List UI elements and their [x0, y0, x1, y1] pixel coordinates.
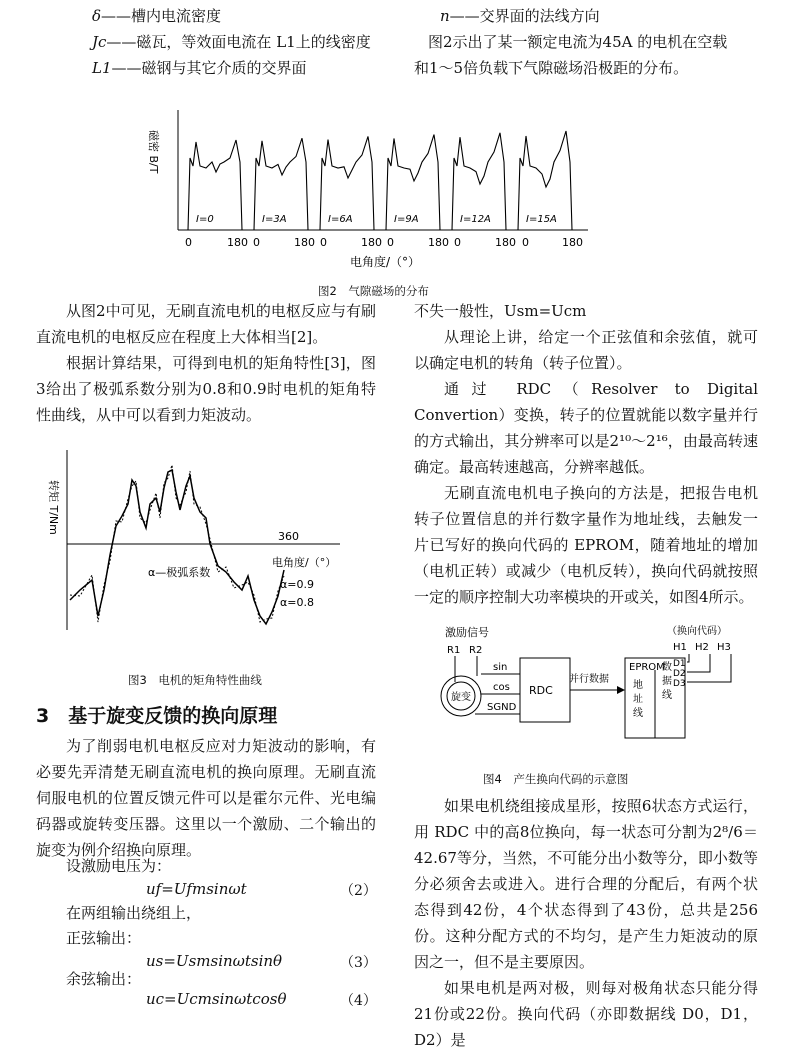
intro-right-2: 和1～5倍负载下气隙磁场沿极距的分布。 — [414, 59, 689, 77]
fig2-tick: 180 — [294, 236, 315, 249]
fig4-addr-2: 线 — [633, 708, 643, 719]
section-3-para: 为了削弱电机电枢反应对力矩波动的影响，有必要先弄清楚无刷直流电机的换向原理。无刷直流伺服电机的位置反馈元件可以是霍尔元件、光电编码器或旋转变压器。这里以一个激励、二个输出的旋变为例介绍换向原理。 — [36, 737, 376, 859]
fig4-excite-label: 激励信号 — [445, 626, 489, 639]
fig2-tick: 0 — [320, 236, 327, 249]
fig2-panel-label: I=12A — [460, 214, 491, 225]
fig4-d2: D2 — [673, 669, 686, 679]
figure-3 — [40, 440, 390, 640]
fig2-tick: 180 — [495, 236, 516, 249]
eq-intro-output: 在两组输出绕组上， — [66, 904, 202, 922]
eq-intro-excite: 设激励电压为： — [66, 857, 172, 875]
right-bottom-para-2: 如果电机是两对极，则每对极角状态只能分得21份或22份。换向代码（亦即数据线 D0，D1，D2）是 — [414, 979, 758, 1049]
fig2-panel-label: I=15A — [526, 214, 557, 225]
eq-4: uc=Ucmsinωtcosθ — [146, 990, 287, 1008]
fig2-tick: 180 — [227, 236, 248, 249]
def-n: n——交界面的法线方向 — [440, 7, 600, 25]
eq-2-num: （2） — [340, 883, 377, 899]
right-bottom-paras — [414, 793, 758, 1053]
right-paras — [414, 298, 758, 610]
def-jc: Jc——磁瓦，等效面电流在 L1上的线密度 — [92, 33, 371, 51]
fig4-resolver: 旋变 — [451, 692, 471, 703]
fig2-tick: 180 — [361, 236, 382, 249]
fig3-legend-08: α=0.8 — [280, 596, 314, 609]
right-para-2: 从理论上讲，给定一个正弦值和余弦值，就可以确定电机的转角（转子位置）。 — [414, 328, 758, 372]
fig4-data-0: 数 — [662, 662, 672, 673]
fig4-r2: R2 — [469, 645, 483, 656]
eq-3: us=Usmsinωtsinθ — [146, 952, 283, 970]
fig4-h2: H2 — [695, 642, 709, 653]
right-para-4: 无刷直流电机电子换向的方法是，把报告电机转子位置信息的并行数字量作为地址线，去触发一片已写好的换向代码的 EPROM，随着地址的增加（电机正转）或减少（电机反转），换向代码就按照一定的顺序控制大功率模块的开或关，如图4所示。 — [414, 484, 758, 606]
eq-cosine-label: 余弦输出： — [66, 970, 142, 988]
fig4-h1: H1 — [673, 642, 687, 653]
fig3-legend-title: α—极弧系数 — [148, 566, 211, 579]
fig3-caption: 图3 电机的矩角特性曲线 — [128, 673, 262, 687]
fig4-caption: 图4 产生换向代码的示意图 — [483, 772, 629, 786]
fig2-tick: 180 — [428, 236, 449, 249]
left-paras — [36, 298, 376, 428]
right-bottom-para-1: 如果电机绕组接成星形，按照6状态方式运行，用 RDC 中的高8位换向，每一状态可分割为2⁸/6＝42.67等分，当然，不可能分出小数等分，即小数等分必须舍去或进入。进行合理的分配后，有两个状态得到42份，4个状态得到了43份，总共是256份。这种分配方式的不均匀，是产生力矩波动的原因之一，但不是主要原因。 — [414, 797, 758, 971]
fig2-tick: 180 — [562, 236, 583, 249]
fig3-curve-09 — [70, 470, 284, 624]
figure-2 — [130, 100, 690, 280]
fig4-addr-1: 址 — [633, 694, 643, 705]
eq-4-num: （4） — [340, 993, 377, 1009]
fig3-xlabel: 电角度/（°） — [272, 556, 337, 569]
fig2-tick: 0 — [185, 236, 192, 249]
fig3-legend-09: α=0.9 — [280, 578, 314, 591]
fig4-sin: sin — [493, 662, 508, 673]
fig3-ylabel: 转矩 T/Nm — [47, 480, 60, 535]
fig4-d1: D1 — [673, 659, 686, 669]
fig2-panel-label: I=0 — [196, 214, 214, 225]
eq-3-num: （3） — [340, 955, 377, 971]
fig4-eprom: EPROM — [629, 662, 665, 673]
fig2-panel-label: I=6A — [328, 214, 353, 225]
fig3-tick-360: 360 — [278, 530, 299, 543]
fig2-waves — [188, 131, 572, 230]
fig4-addr-0: 地 — [633, 680, 643, 691]
fig2-ylabel: 磁密 B/T — [147, 130, 160, 174]
fig4-d3: D3 — [673, 679, 686, 689]
fig4-data-1: 据 — [662, 676, 672, 687]
fig4-r1: R1 — [447, 645, 461, 656]
fig4-data-2: 线 — [662, 690, 672, 701]
fig2-panel-label: I=3A — [262, 214, 287, 225]
left-para-1: 从图2中可见，无刷直流电机的电枢反应与有刷直流电机的电枢反应在程度上大体相当[2]。 — [36, 302, 376, 346]
fig4-h3: H3 — [717, 642, 731, 653]
def-delta: δ——槽内电流密度 — [92, 7, 222, 25]
fig2-tick: 0 — [522, 236, 529, 249]
right-para-1: 不失一般性，Usm=Ucm — [414, 302, 587, 320]
eq-2: uf=Ufmsinωt — [146, 880, 247, 898]
fig4-cos: cos — [493, 682, 510, 693]
def-l1: L1——磁钢与其它介质的交界面 — [92, 59, 307, 77]
section-3-title: 3 基于旋变反馈的换向原理 — [36, 705, 278, 727]
fig2-tick: 0 — [387, 236, 394, 249]
intro-right-1: 图2示出了某一额定电流为45A 的电机在空载 — [428, 33, 728, 51]
fig2-panel-label: I=9A — [394, 214, 419, 225]
fig2-tick: 0 — [253, 236, 260, 249]
fig2-tick: 0 — [454, 236, 461, 249]
fig2-xlabel: 电角度/（°） — [350, 255, 421, 269]
fig2-caption: 图2 气隙磁场的分布 — [318, 284, 429, 298]
fig4-code: （换向代码） — [667, 626, 727, 637]
figure-4 — [425, 620, 765, 750]
left-para-2: 根据计算结果，可得到电机的矩角特性[3]，图3给出了极弧系数分别为0.8和0.9时电机的矩角特性曲线，从中可以看到力矩波动。 — [36, 354, 376, 424]
right-para-3: 通过 RDC（Resolver to Digital Convertion）变换，转子的位置就能以数字量并行的方式输出，其分辨率可以是2¹⁰～2¹⁶，由最高转速确定。最高转速越高，分辨率越低。 — [414, 380, 758, 476]
eq-sine-label: 正弦输出： — [66, 929, 142, 947]
fig4-parallel: 并行数据 — [569, 674, 609, 685]
fig4-rdc: RDC — [529, 684, 553, 697]
fig4-sgnd: SGND — [487, 702, 517, 713]
